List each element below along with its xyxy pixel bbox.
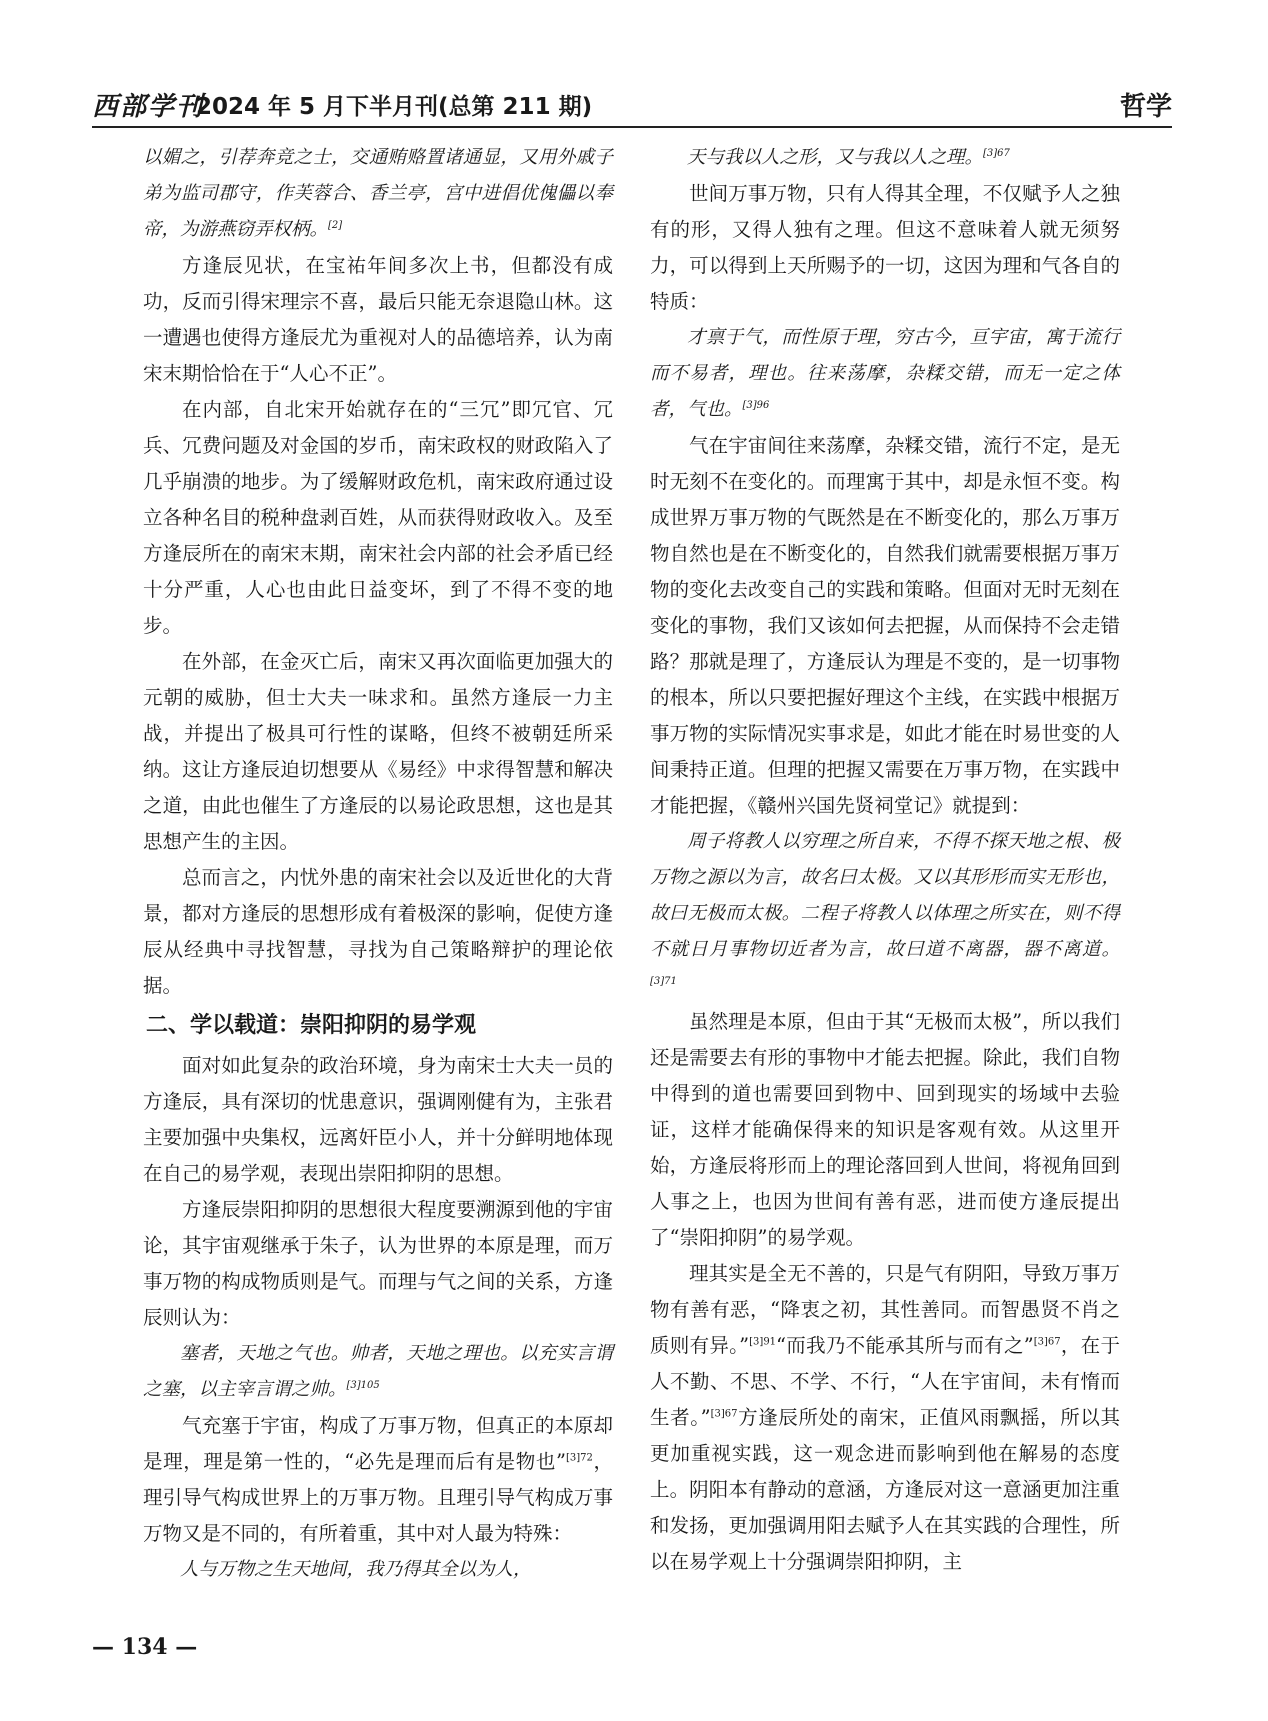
body-paragraph xyxy=(650,1004,1120,1256)
body-paragraph xyxy=(143,1192,613,1336)
text-run: 天与我以人之形，又与我以人之理。 xyxy=(687,147,984,168)
block-quote xyxy=(143,1336,613,1408)
citation-ref: [2] xyxy=(328,219,343,231)
citation-ref: [3]91 xyxy=(749,1336,777,1348)
text-run: 气充塞于宇宙，构成了万事万物，但真正的本原却是理，理是第一性的，“必先是理而后有是物也” xyxy=(143,1414,613,1473)
text-run: 面对如此复杂的政治环境，身为南宋士大夫一员的方逢辰，具有深切的忧患意识，强调刚健有为，主张君主要加强中央集权，远离奸臣小人，并十分鲜明地体现在自己的易学观，表现出崇阳抑阴的思想。 xyxy=(143,1054,613,1185)
page-header xyxy=(92,86,1172,128)
citation-ref: [3]72 xyxy=(565,1452,593,1464)
left-column xyxy=(143,140,613,1588)
text-run: 才禀于气，而性原于理，穷古今，亘宇宙，寓于流行而不易者，理也。往来荡摩，杂糅交错，而无一定之体者，气也。 xyxy=(650,327,1120,420)
body-paragraph xyxy=(143,644,613,860)
text-run: 方逢辰所处的南宋，正值风雨飘摇，所以其更加重视实践，这一观念进而影响到他在解易的态度上。阴阳本有静动的意涵，方逢辰对这一意涵更加注重和发扬，更加强调用阳去赋予人在其实践的合理性，所以在易学观上十分强调崇阳抑阴，主 xyxy=(650,1406,1120,1573)
citation-ref: [3]67 xyxy=(710,1408,738,1420)
text-run: 方逢辰崇阳抑阴的思想很大程度要溯源到他的宇宙论，其宇宙观继承于朱子，认为世界的本原是理，而万事万物的构成物质则是气。而理与气之间的关系，方逢辰则认为： xyxy=(143,1198,613,1329)
citation-ref: [3]105 xyxy=(346,1379,380,1391)
text-run: 在内部，自北宋开始就存在的“三冗”即冗官、冗兵、冗费问题及对金国的岁币，南宋政权的财政陷入了几乎崩溃的地步。为了缓解财政危机，南宋政府通过设立各种名目的税种盘剥百姓，从而获得财政收入。及至方逢辰所在的南宋末期，南宋社会内部的社会矛盾已经十分严重，人心也由此日益变坏，到了不得不变的地步。 xyxy=(143,398,613,637)
body-paragraph xyxy=(143,1408,613,1552)
body-paragraph xyxy=(650,176,1120,320)
body-paragraph xyxy=(650,1256,1120,1580)
block-quote xyxy=(650,320,1120,428)
citation-ref: [3]96 xyxy=(742,399,770,411)
block-quote xyxy=(650,140,1120,176)
block-quote xyxy=(650,824,1120,1004)
text-run: 周子将教人以穷理之所自来，不得不探天地之根、极万物之源以为言，故名曰太极。又以其形形而实无形也，故曰无极而太极。二程子将教人以体理之所实在，则不得不就日月事物切近者为言，故曰道不离器，器不离道。 xyxy=(650,831,1120,960)
page-number: — 134 — xyxy=(92,1634,198,1660)
body-paragraph xyxy=(143,248,613,392)
section-heading xyxy=(143,1008,613,1044)
text-run: “而我乃不能承其所与而有之” xyxy=(776,1334,1034,1357)
text-run: 二、学以载道：崇阳抑阴的易学观 xyxy=(146,1013,477,1038)
body-paragraph xyxy=(143,392,613,644)
text-run: 世间万事万物，只有人得其全理，不仅赋予人之独有的形，又得人独有之理。但这不意味着人就无须努力，可以得到上天所赐予的一切，这因为理和气各自的特质： xyxy=(650,182,1120,313)
text-run: 人与万物之生天地间，我乃得其全以为人， xyxy=(180,1559,532,1580)
body-paragraph xyxy=(650,428,1120,824)
block-quote xyxy=(143,140,613,248)
text-run: 方逢辰见状，在宝祐年间多次上书，但都没有成功，反而引得宋理宗不喜，最后只能无奈退隐山林。这一遭遇也使得方逢辰尤为重视对人的品德培养，认为南宋末期恰恰在于“人心不正”。 xyxy=(143,254,613,385)
right-column xyxy=(650,140,1120,1580)
issue-info: 2024 年 5 月下半月刊(总第 211 期) xyxy=(196,94,593,120)
citation-ref: [3]67 xyxy=(983,147,1010,159)
section-title: 哲学 xyxy=(1119,92,1172,122)
text-run: 以媚之，引荐奔竞之士，交通贿赂置诸通显，又用外戚子弟为监司郡守，作芙蓉合、香兰亭，宫中进倡优傀儡以奉帝，为游燕窃弄权柄。 xyxy=(143,147,613,240)
text-run: 气在宇宙间往来荡摩，杂糅交错，流行不定，是无时无刻不在变化的。而理寓于其中，却是永恒不变。构成世界万事万物的气既然是在不断变化的，那么万事万物自然也是在不断变化的，自然我们就需要根据万事万物的变化去改变自己的实践和策略。但面对无时无刻在变化的事物，我们又该如何去把握，从而保持不会走错路？那就是理了，方逢辰认为理是不变的，是一切事物的根本，所以只要把握好理这个主线，在实践中根据万事万物的实际情况实事求是，如此才能在时易世变的人间秉持正道。但理的把握又需要在万事万物，在实践中才能把握，《赣州兴国先贤祠堂记》就提到： xyxy=(650,434,1120,817)
text-run: 总而言之，内忧外患的南宋社会以及近世化的大背景，都对方逢辰的思想形成有着极深的影响，促使方逢辰从经典中寻找智慧，寻找为自己策略辩护的理论依据。 xyxy=(143,866,613,997)
body-paragraph xyxy=(143,1048,613,1192)
journal-logo: 西部学刊 xyxy=(92,92,205,122)
block-quote xyxy=(143,1552,613,1588)
text-run: ，理引导气构成世界上的万事万物。且理引导气构成万事万物又是不同的，有所着重，其中对人最为特殊： xyxy=(143,1450,613,1545)
text-run: 理其实是全无不善的，只是气有阴阳，导致万事万物有善有恶，“降衷之初，其性善同。而智愚贤不肖之质则有异。” xyxy=(650,1262,1120,1357)
text-run: 虽然理是本原，但由于其“无极而太极”，所以我们还是需要去有形的事物中才能去把握。除此，我们自物中得到的道也需要回到物中、回到现实的场域中去验证，这样才能确保得来的知识是客观有效。从这里开始，方逢辰将形而上的理论落回到人世间，将视角回到人事之上，也因为世间有善有恶，进而使方逢辰提出了“崇阳抑阴”的易学观。 xyxy=(650,1010,1120,1249)
text-run: 塞者，天地之气也。帅者，天地之理也。以充实言谓之塞，以主宰言谓之帅。 xyxy=(143,1343,613,1400)
citation-ref: [3]71 xyxy=(650,975,677,987)
text-run: 在外部，在金灭亡后，南宋又再次面临更加强大的元朝的威胁，但士大夫一味求和。虽然方逢辰一力主战，并提出了极具可行性的谋略，但终不被朝廷所采纳。这让方逢辰迫切想要从《易经》中求得智慧和解决之道，由此也催生了方逢辰的以易论政思想，这也是其思想产生的主因。 xyxy=(143,650,613,853)
body-paragraph xyxy=(143,860,613,1004)
text-run: ，在于人不勤、不思、不学、不行，“人在宇宙间，未有惰而生者。” xyxy=(650,1334,1120,1429)
citation-ref: [3]67 xyxy=(1033,1336,1061,1348)
